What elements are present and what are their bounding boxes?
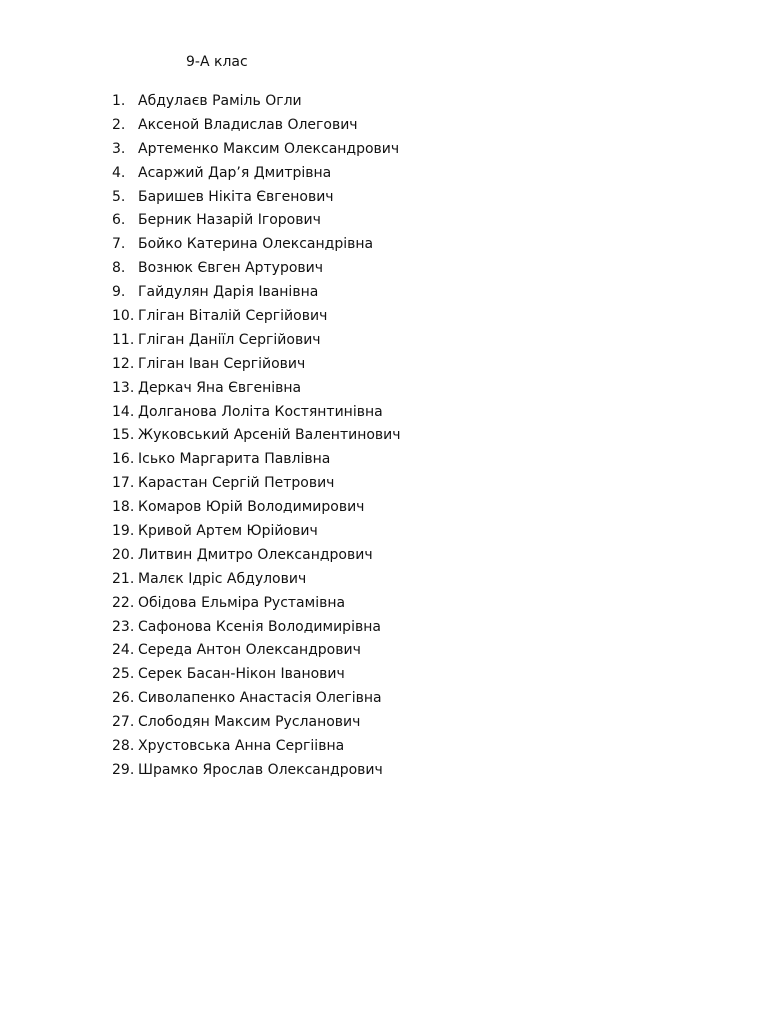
list-item	[112, 256, 401, 280]
student-name: Литвин Дмитро Олександрович	[138, 546, 373, 563]
student-name: Середа Антон Олександрович	[138, 642, 361, 659]
item-number: 26.	[112, 690, 135, 707]
student-name: Сиволапенко Анастасія Олегівна	[138, 690, 382, 707]
student-name: Сафонова Ксенія Володимирівна	[138, 618, 381, 635]
item-number: 6.	[112, 212, 126, 229]
item-number: 13.	[112, 379, 135, 396]
student-name: Слободян Максим Русланович	[138, 714, 361, 731]
item-number: 11.	[112, 331, 135, 348]
item-number: 9.	[112, 284, 126, 301]
student-name: Бойко Катерина Олександрівна	[138, 236, 374, 253]
list-item	[112, 471, 401, 495]
list-item	[112, 543, 401, 567]
student-name: Обідова Ельміра Рустамівна	[138, 594, 346, 611]
student-name: Карастан Сергій Петрович	[138, 475, 335, 492]
list-item	[112, 280, 401, 304]
student-name: Вознюк Євген Артурович	[138, 260, 324, 277]
item-number: 5.	[112, 188, 126, 205]
student-list	[112, 89, 401, 782]
list-item	[112, 423, 401, 447]
list-item	[112, 495, 401, 519]
list-item	[112, 185, 401, 209]
student-name: Деркач Яна Євгенівна	[138, 379, 302, 396]
item-number: 8.	[112, 260, 126, 277]
student-name: Гайдулян Дарія Іванівна	[138, 284, 319, 301]
student-name: Аксеной Владислав Олегович	[138, 116, 358, 133]
list-item	[112, 137, 401, 161]
student-name: Серек Басан-Нікон Іванович	[138, 666, 345, 683]
list-item	[112, 758, 401, 782]
item-number: 21.	[112, 570, 135, 587]
item-number: 23.	[112, 618, 135, 635]
list-item	[112, 447, 401, 471]
item-number: 16.	[112, 451, 135, 468]
item-number: 15.	[112, 427, 135, 444]
student-name: Баришев Нікіта Євгенович	[138, 188, 334, 205]
item-number: 18.	[112, 499, 135, 516]
student-name: Малєк Ідріс Абдулович	[138, 570, 307, 587]
student-name: Комаров Юрій Володимирович	[138, 499, 365, 516]
item-number: 3.	[112, 140, 126, 157]
student-name: Шрамко Ярослав Олександрович	[138, 761, 383, 778]
list-item	[112, 615, 401, 639]
item-number: 2.	[112, 116, 126, 133]
list-item	[112, 519, 401, 543]
student-name: Хрустовська Анна Сергіівна	[138, 737, 345, 754]
item-number: 7.	[112, 236, 126, 253]
item-number: 17.	[112, 475, 135, 492]
list-item	[112, 591, 401, 615]
item-number: 22.	[112, 594, 135, 611]
list-item	[112, 161, 401, 185]
student-name: Абдулаєв Раміль Огли	[138, 92, 302, 109]
student-name: Гліган Віталій Сергійович	[138, 307, 328, 324]
student-name: Долганова Лоліта Костянтинівна	[138, 403, 383, 420]
item-number: 4.	[112, 164, 126, 181]
student-name: Ісько Маргарита Павлівна	[138, 451, 331, 468]
list-item	[112, 567, 401, 591]
student-name: Жуковський Арсеній Валентинович	[138, 427, 401, 444]
list-item	[112, 113, 401, 137]
page-title: 9-А клас	[186, 54, 248, 70]
list-item	[112, 232, 401, 256]
item-number: 1.	[112, 92, 126, 109]
item-number: 27.	[112, 714, 135, 731]
list-item	[112, 662, 401, 686]
list-item	[112, 89, 401, 113]
list-item	[112, 400, 401, 424]
item-number: 12.	[112, 355, 135, 372]
item-number: 14.	[112, 403, 135, 420]
list-item	[112, 710, 401, 734]
list-item	[112, 304, 401, 328]
student-name: Кривой Артем Юрійович	[138, 522, 318, 539]
list-item	[112, 686, 401, 710]
student-name: Асаржий Дар’я Дмитрівна	[138, 164, 332, 181]
item-number: 28.	[112, 737, 135, 754]
student-name: Артеменко Максим Олександрович	[138, 140, 400, 157]
item-number: 20.	[112, 546, 135, 563]
student-name: Гліган Іван Сергійович	[138, 355, 306, 372]
student-name: Берник Назарій Ігорович	[138, 212, 321, 229]
list-item	[112, 352, 401, 376]
item-number: 25.	[112, 666, 135, 683]
item-number: 24.	[112, 642, 135, 659]
list-item	[112, 328, 401, 352]
item-number: 29.	[112, 761, 135, 778]
list-item	[112, 638, 401, 662]
list-item	[112, 376, 401, 400]
list-item	[112, 734, 401, 758]
item-number: 19.	[112, 522, 135, 539]
list-item	[112, 208, 401, 232]
student-name: Гліган Даніїл Сергійович	[138, 331, 321, 348]
item-number: 10.	[112, 307, 135, 324]
